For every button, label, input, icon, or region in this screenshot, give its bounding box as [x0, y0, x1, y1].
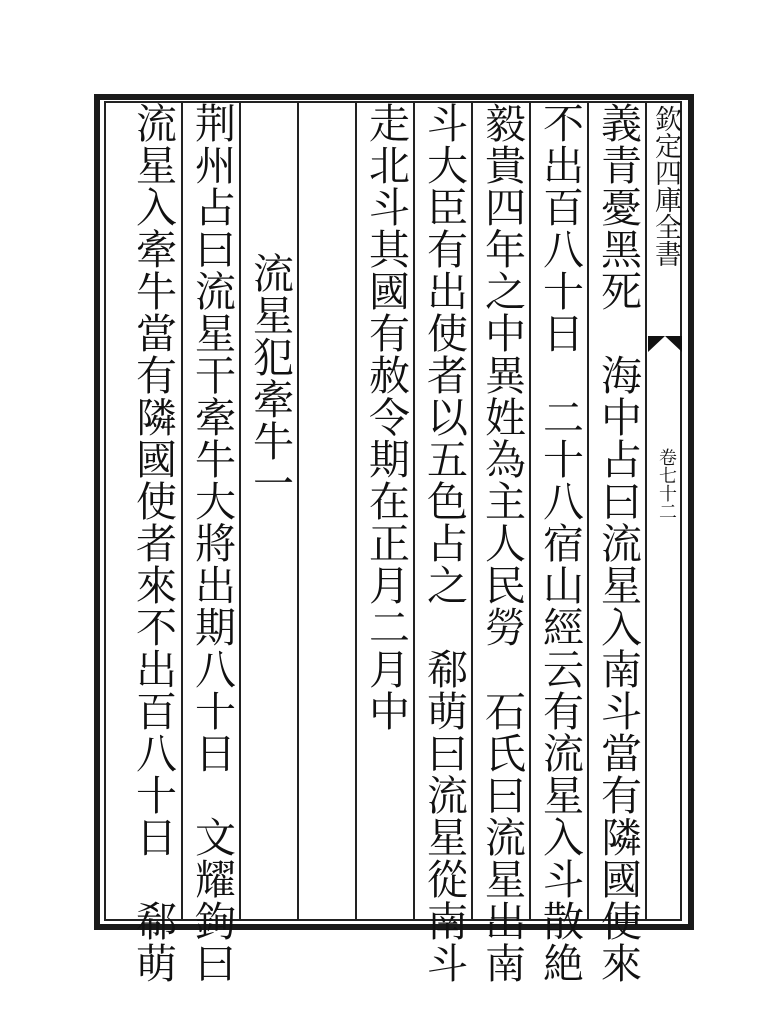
text-column-4: 斗大臣有出使者以五色占之 郗萌曰流星從南斗 — [420, 102, 468, 984]
section-heading: 流星犯牽牛一 — [246, 210, 294, 504]
volume-number: 卷七十二 — [656, 448, 677, 520]
text-column-8: 荆州占曰流星干牽牛大將出期八十日 文耀鉤曰 — [188, 102, 236, 984]
text-column-3: 毅貴四年之中異姓為主人民勞 石氏曰流星出南 — [478, 102, 526, 984]
text-column-1: 義青憂黑死 海中占曰流星入南斗當有隣國使來 — [594, 102, 642, 984]
text-column-9: 流星入牽牛當有隣國使者來不出百八十日 郗萌 — [129, 102, 177, 984]
text-column-5: 走北斗其國有赦令期在正月二月中 — [362, 102, 410, 732]
text-column-2: 不出百八十日 二十八宿山經云有流星入斗散絶 — [536, 102, 584, 984]
fish-tail-mark — [648, 336, 682, 352]
margin-title: 欽定四庫全書 — [650, 105, 681, 267]
